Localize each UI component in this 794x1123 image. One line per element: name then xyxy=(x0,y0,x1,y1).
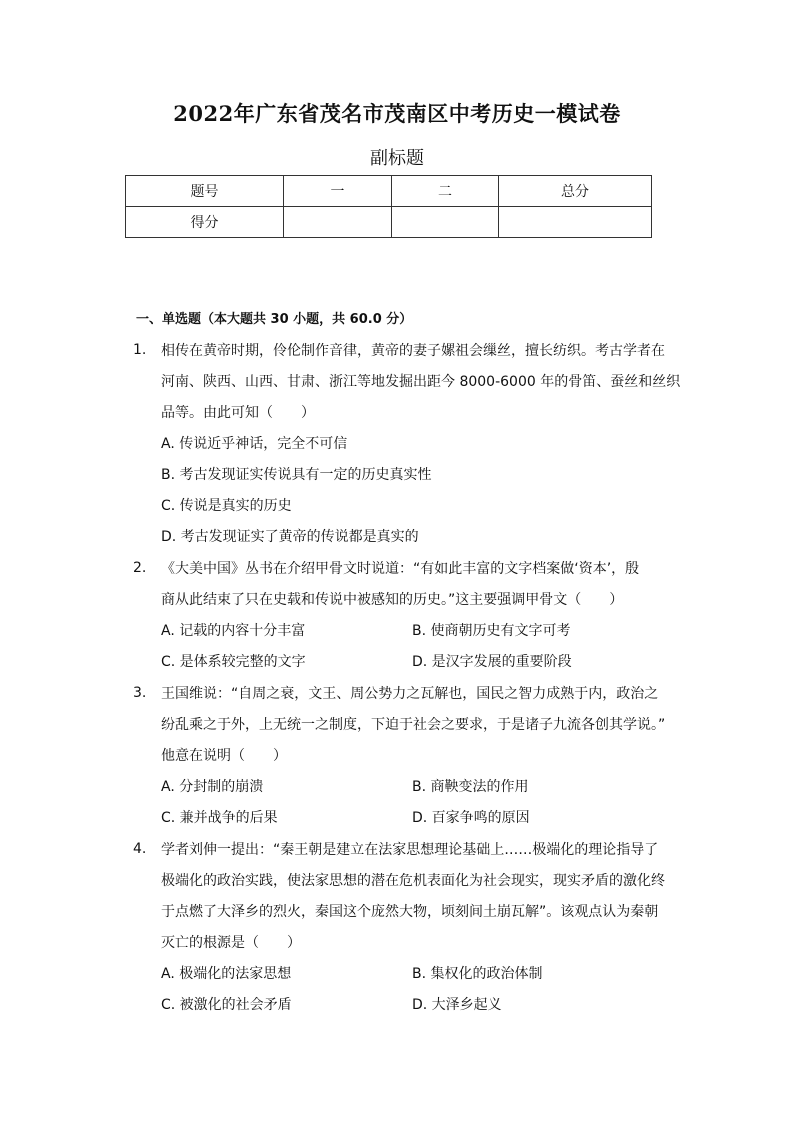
option-a[interactable]: A. 分封制的崩溃 xyxy=(161,779,264,795)
option-b[interactable]: B. 集权化的政治体制 xyxy=(412,966,543,982)
question-text-line: 《大美中国》丛书在介绍甲骨文时说道：“有如此丰富的文字档案做‘资本’，殷 xyxy=(161,561,640,577)
score-table-header-cell: 总分 xyxy=(499,176,652,207)
document-subtitle: 副标题 xyxy=(370,148,424,169)
question-text-line: 纷乱乘之于外，上无统一之制度，下迫于社会之要求，于是诸子九流各创其学说。” xyxy=(161,717,666,733)
option-c[interactable]: C. 兼并战争的后果 xyxy=(161,810,278,826)
question-number: 3. xyxy=(133,685,147,701)
score-cell[interactable] xyxy=(499,207,652,238)
question-text-line: 灭亡的根源是（ ） xyxy=(161,935,301,951)
question-text-line: 品等。由此可知（ ） xyxy=(161,405,315,421)
question-number: 2. xyxy=(133,560,147,576)
option-c[interactable]: C. 是体系较完整的文字 xyxy=(161,654,306,670)
score-table-header-cell: 二 xyxy=(392,176,499,207)
question-text-line: 商从此结束了只在史载和传说中被感知的历史。”这主要强调甲骨文（ ） xyxy=(161,592,624,608)
option-c[interactable]: C. 传说是真实的历史 xyxy=(161,498,292,514)
section-heading: 一、单选题（本大题共 30 小题，共 60.0 分） xyxy=(136,312,413,327)
document-title: 2022年广东省茂名市茂南区中考历史一模试卷 xyxy=(173,101,621,126)
question-text-line: 于点燃了大泽乡的烈火，秦国这个庞然大物，顷刻间土崩瓦解”。该观点认为秦朝 xyxy=(161,904,659,920)
score-table-score-row xyxy=(126,207,652,238)
question-text-line: 相传在黄帝时期，伶伦制作音律，黄帝的妻子嫘祖会缫丝，擅长纺织。考古学者在 xyxy=(161,343,665,359)
score-table xyxy=(125,175,652,238)
score-cell[interactable] xyxy=(284,207,392,238)
score-table-header-row xyxy=(126,176,652,207)
question-text-line: 学者刘伸一提出：“秦王朝是建立在法家思想理论基础上……极端化的理论指导了 xyxy=(161,842,659,858)
question-text-line: 极端化的政治实践，使法家思想的潜在危机表面化为社会现实，现实矛盾的激化终 xyxy=(161,873,665,889)
option-b[interactable]: B. 商鞅变法的作用 xyxy=(412,779,529,795)
question-number: 4. xyxy=(133,841,147,857)
option-a[interactable]: A. 传说近乎神话，完全不可信 xyxy=(161,436,348,452)
option-a[interactable]: A. 记载的内容十分丰富 xyxy=(161,623,306,639)
question-text-line: 王国维说：“自周之衰，文王、周公势力之瓦解也，国民之智力成熟于内，政治之 xyxy=(161,686,659,702)
score-cell[interactable] xyxy=(392,207,499,238)
option-d[interactable]: D. 大泽乡起义 xyxy=(412,997,502,1013)
option-b[interactable]: B. 使商朝历史有文字可考 xyxy=(412,623,571,639)
question-text-line: 他意在说明（ ） xyxy=(161,748,287,764)
option-b[interactable]: B. 考古发现证实传说具有一定的历史真实性 xyxy=(161,467,432,483)
question-text-line: 河南、陕西、山西、甘肃、浙江等地发掘出距今 8000-6000 年的骨笛、蚕丝和丝织 xyxy=(161,374,681,390)
score-table-row-label: 得分 xyxy=(126,207,284,238)
option-d[interactable]: D. 百家争鸣的原因 xyxy=(412,810,530,826)
score-table-header-cell: 题号 xyxy=(126,176,284,207)
option-c[interactable]: C. 被激化的社会矛盾 xyxy=(161,997,292,1013)
option-a[interactable]: A. 极端化的法家思想 xyxy=(161,966,292,982)
option-d[interactable]: D. 考古发现证实了黄帝的传说都是真实的 xyxy=(161,529,419,545)
score-table-header-cell: 一 xyxy=(284,176,392,207)
option-d[interactable]: D. 是汉字发展的重要阶段 xyxy=(412,654,572,670)
question-number: 1. xyxy=(133,342,147,358)
